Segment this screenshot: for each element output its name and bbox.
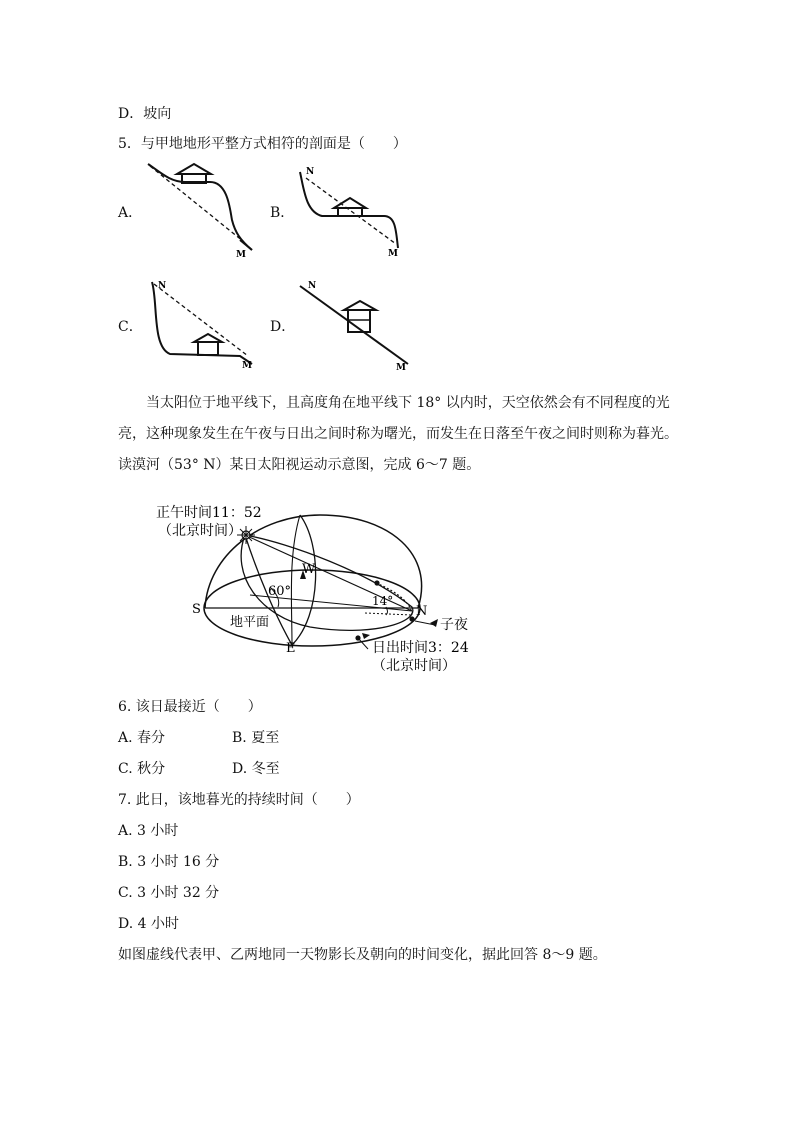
sun-path-diagram	[150, 495, 480, 680]
angle-14-label: 14°	[372, 594, 394, 608]
e-label: E	[286, 641, 296, 656]
q6-option-c: C. 秋分	[118, 761, 166, 777]
q5-option-d-label: D．	[270, 319, 296, 335]
q5-d-n: N	[308, 281, 317, 291]
q6-option-d: D. 冬至	[232, 761, 280, 777]
q5-profile-c	[140, 272, 260, 372]
q5-option-b-label: B．	[270, 205, 295, 221]
noon-sub-label: （北京时间）	[158, 523, 242, 539]
q7-option-b: B. 3 小时 16 分	[118, 854, 220, 870]
q5-b-m: M	[388, 249, 398, 259]
horizon-label: 地平面	[230, 615, 270, 630]
house-icon	[177, 164, 211, 183]
q5-option-a-label: A．	[118, 205, 143, 221]
intro-line-3: 读漠河（53° N）某日太阳视运动示意图，完成 6～7 题。	[118, 457, 481, 473]
q6-stem: 6. 该日最接近（ ）	[118, 699, 262, 715]
angle-60-label: 60°	[268, 584, 292, 599]
sunrise-label: 日出时间3：24	[372, 640, 469, 656]
q5-stem: 5．与甲地地形平整方式相符的剖面是（ ）	[118, 136, 407, 152]
house-icon	[194, 334, 222, 355]
house-icon	[344, 301, 376, 332]
intro-paragraph	[118, 388, 688, 481]
noon-label: 正午时间11：52	[156, 505, 262, 521]
q7-option-d: D. 4 小时	[118, 916, 179, 932]
house-icon	[334, 198, 366, 216]
q5-profile-b	[292, 160, 412, 260]
w-label: W	[302, 562, 316, 577]
sunrise-sub-label: （北京时间）	[372, 658, 456, 674]
midnight-point	[409, 616, 414, 621]
q5-profile-a	[140, 160, 260, 260]
q5-c-n: N	[158, 281, 167, 291]
s-label: S	[192, 602, 201, 617]
n-label: N	[416, 604, 428, 619]
midnight-label: 子夜	[440, 617, 468, 633]
q5-d-m: M	[396, 363, 406, 372]
q5-b-n: N	[306, 167, 315, 177]
q7-option-c: C. 3 小时 32 分	[118, 885, 220, 901]
q7-option-a: A. 3 小时	[118, 823, 179, 839]
q5-option-c-label: C．	[118, 319, 143, 335]
intro-line-1: 当太阳位于地平线下，且高度角在地平线下 18° 以内时，天空依然会有不同程度的光	[146, 395, 670, 411]
q6-option-b: B. 夏至	[232, 730, 280, 746]
q5-c-m: M	[242, 361, 252, 371]
q5-a-m: M	[236, 250, 246, 260]
sunset-point	[374, 580, 379, 585]
q6-option-a: A. 春分	[118, 730, 166, 746]
intro-line-2: 亮，这种现象发生在午夜与日出之间时称为曙光，而发生在日落至午夜之间时则称为暮光。	[118, 426, 678, 442]
q5-profile-d	[292, 272, 422, 372]
q4-option-d: D．坡向	[118, 106, 172, 122]
q7-stem: 7. 此日，该地暮光的持续时间（ ）	[118, 792, 360, 808]
q8-9-intro: 如图虚线代表甲、乙两地同一天物影长及朝向的时间变化，据此回答 8～9 题。	[118, 947, 607, 963]
